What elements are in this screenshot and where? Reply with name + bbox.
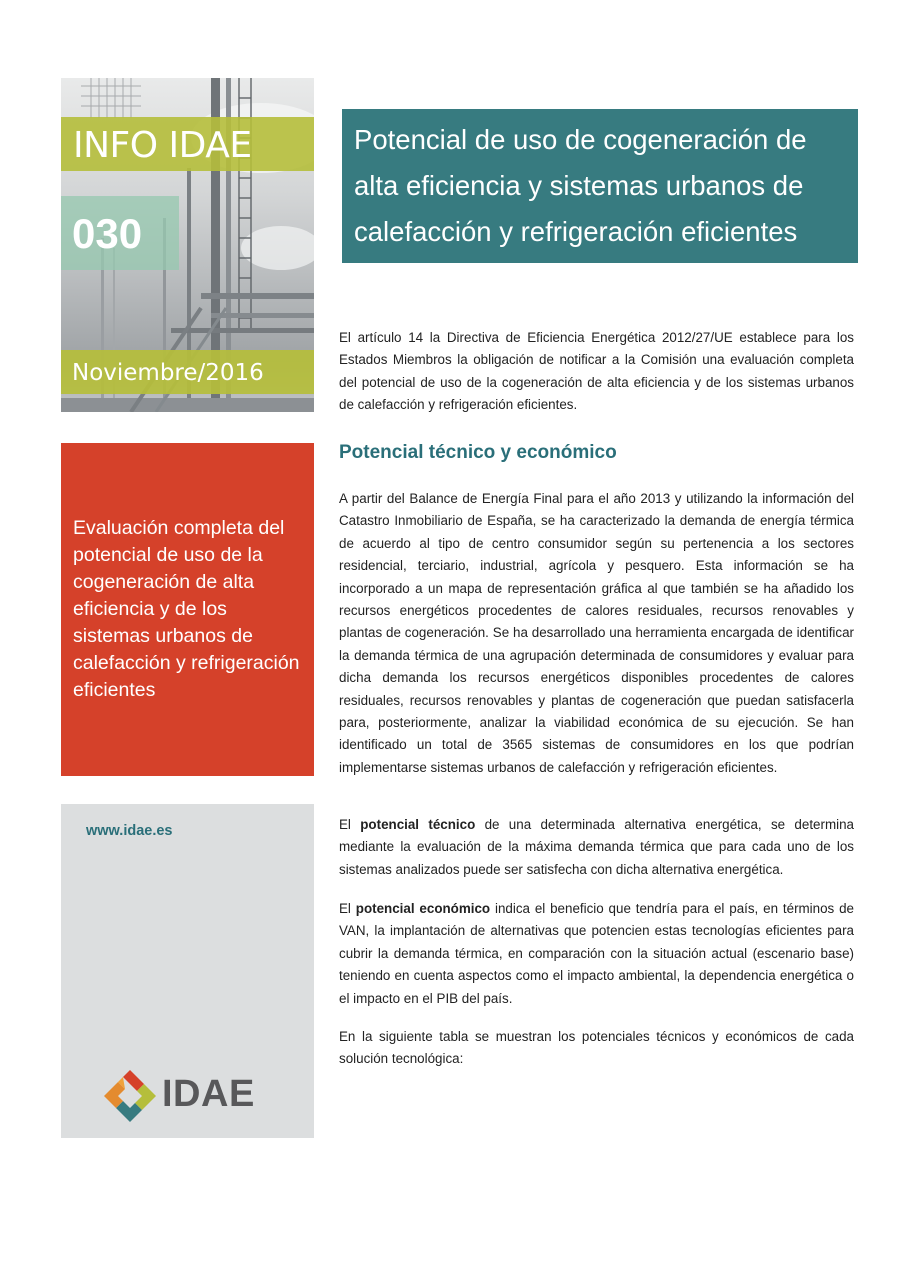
- cover-photo: [61, 78, 314, 412]
- summary-box: [61, 443, 314, 776]
- paragraph-methodology: [339, 488, 854, 779]
- info-idae-banner: [61, 117, 314, 171]
- paragraph-2-rest: de una determinada alternativa energética, se determina mediante la evaluación de la máxima demanda térmica que para cada uno de los sistemas analizados puede ser satisfecha con dicha alternativa energética.: [339, 817, 854, 877]
- intro-text: El artículo 14 la Directiva de Eficiencia Energética 2012/27/UE establece para los Estados Miembros la obligación de notificar a la Comisión una evaluación completa del potencial de uso de la cogeneración de alta eficiencia y de los sistemas urbanos de calefacción y refrigeración eficientes.: [339, 330, 854, 413]
- document-title: Potencial de uso de cogeneración de alta eficiencia y sistemas urbanos de calefacción y refrigeración eficientes: [354, 124, 807, 247]
- issue-number-badge: [61, 196, 179, 270]
- idae-logo-icon: [102, 1068, 158, 1122]
- contact-panel: [61, 804, 314, 1138]
- paragraph-2-text: [339, 814, 854, 881]
- logo-wordmark: IDAE: [162, 1073, 255, 1115]
- paragraph-2-prefix: El: [339, 817, 361, 832]
- intro-paragraph: [339, 327, 854, 417]
- paragraph-4-text: En la siguiente tabla se muestran los potenciales técnicos y económicos de cada solución tecnológica:: [339, 1029, 854, 1067]
- section-heading: Potencial técnico y económico: [339, 442, 617, 463]
- document-title-box: [342, 109, 858, 263]
- technical-potential-term: potencial técnico: [360, 817, 476, 832]
- paragraph-table-intro: [339, 1026, 854, 1071]
- publication-date: Noviembre/2016: [72, 360, 264, 386]
- summary-text: Evaluación completa del potencial de uso de la cogeneración de alta eficiencia y de los sistemas urbanos de calefacción y refrigeración eficientes: [73, 517, 300, 701]
- idae-logo: [102, 1068, 272, 1122]
- paragraph-3-text: [339, 898, 854, 1010]
- website-link[interactable]: www.idae.es: [86, 823, 173, 839]
- issue-number: 030: [72, 210, 143, 257]
- economic-potential-term: potencial económico: [355, 901, 491, 916]
- paragraph-3-prefix: El: [339, 901, 356, 916]
- date-banner: [61, 350, 314, 394]
- paragraph-3-rest: indica el beneficio que tendría para el país, en términos de VAN, la implantación de alternativas que potencien estas tecnologías eficientes para cubrir la demanda térmica, en comparación con la situación actual (escenario base) teniendo en cuenta aspectos como el impacto ambiental, la dependencia energética o el impacto en el PIB del país.: [339, 901, 854, 1006]
- paragraph-economic-potential: [339, 898, 854, 1010]
- paragraph-technical-potential: [339, 814, 854, 881]
- publication-title: INFO IDAE: [73, 125, 252, 166]
- paragraph-1-text: A partir del Balance de Energía Final para el año 2013 y utilizando la información del Catastro Inmobiliario de España, se ha caracterizado la demanda de energía térmica de acuerdo al tipo de centro consumidor según su pertenencia a los sectores residencial, terciario, industrial, agrícola y pesquero. Esta información se ha incorporado a un mapa de representación gráfica al que también se ha añadido los recursos energéticos procedentes de calores residuales, recursos renovables y plantas de cogeneración. Se ha desarrollado una herramienta encargada de identificar la demanda térmica de una agrupación determinada de consumidores y evaluar para dicha demanda los recursos energéticos disponibles procedentes de calores residuales, recursos renovables y plantas de cogeneración que puedan satisfacerla para, posteriormente, analizar la viabilidad económica de su ejecución. Se han identificado un total de 3565 sistemas de consumidores en los que podrían implementarse sistemas urbanos de calefacción y refrigeración eficientes.: [339, 491, 854, 775]
